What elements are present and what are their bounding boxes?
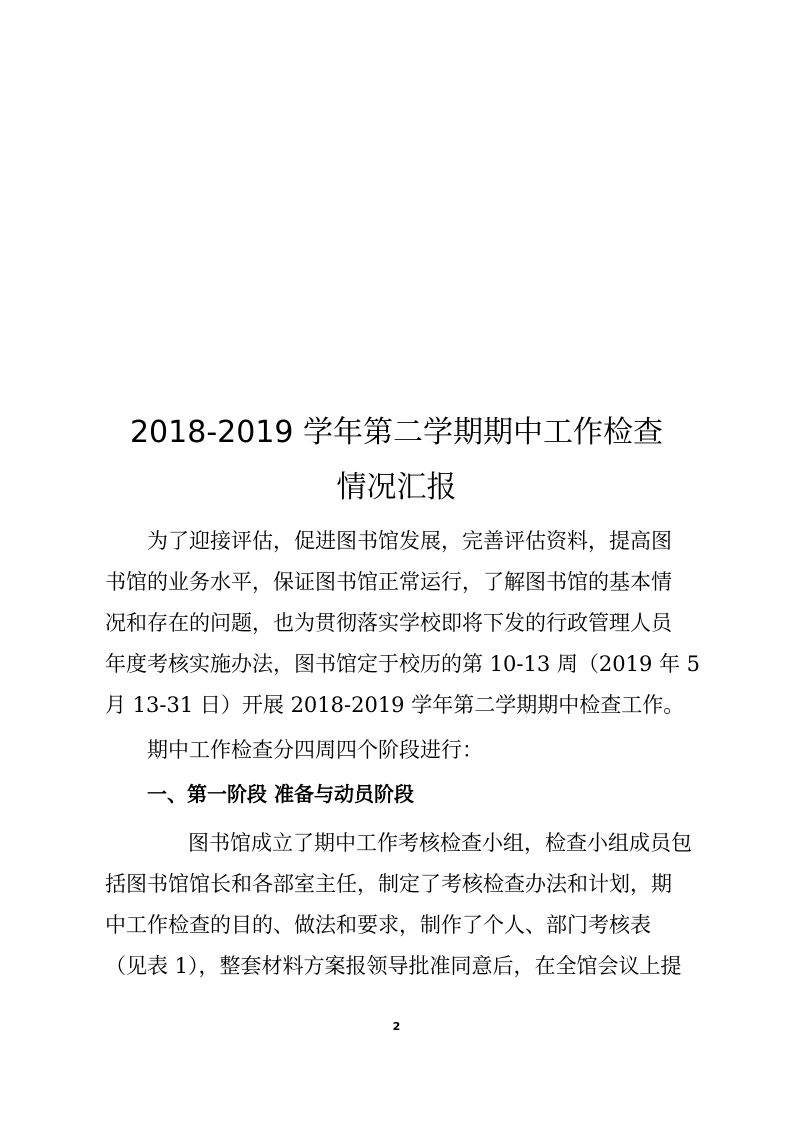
paragraph-line: （见表 1），整套材料方案报领导批准同意后，在全馆会议上提 (105, 954, 682, 978)
document-title-line-2: 情况汇报 (336, 470, 457, 505)
paragraph-line: 月 13-31 日）开展 2018-2019 学年第二学期期中检查工作。 (105, 693, 685, 717)
document-title-line-1: 2018-2019 学年第二学期期中工作检查 (129, 415, 664, 450)
paragraph-line: 书馆的业务水平，保证图书馆正常运行，了解图书馆的基本情 (105, 570, 672, 594)
paragraph-line: 年度考核实施办法，图书馆定于校历的第 10-13 周（2019 年 5 (105, 652, 701, 676)
paragraph-line: 况和存在的问题，也为贯彻落实学校即将下发的行政管理人员 (105, 611, 672, 635)
section-heading-stage-1: 一、第一阶段 准备与动员阶段 (147, 782, 414, 806)
paragraph-line: 括图书馆馆长和各部室主任，制定了考核检查办法和计划，期 (105, 872, 672, 896)
paragraph-line: 图书馆成立了期中工作考核检查小组，检查小组成员包 (188, 831, 692, 855)
page-number: 2 (392, 1020, 401, 1033)
paragraph-stages: 期中工作检查分四周四个阶段进行： (147, 738, 483, 762)
paragraph-line: 为了迎接评估，促进图书馆发展，完善评估资料，提高图 (147, 529, 672, 553)
paragraph-line: 中工作检查的目的、做法和要求，制作了个人、部门考核表 (105, 913, 651, 937)
